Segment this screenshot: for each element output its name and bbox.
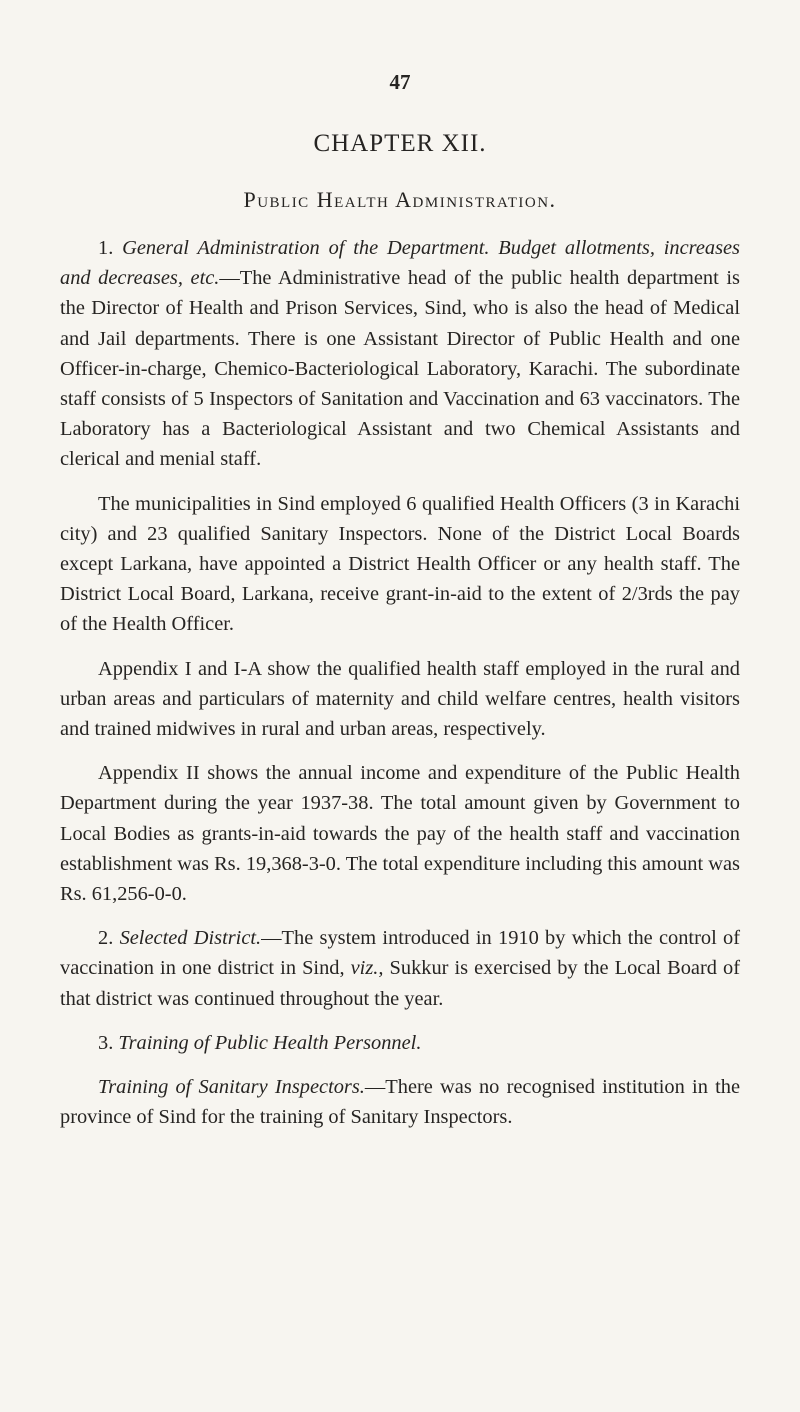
page-number: 47 xyxy=(389,70,411,94)
subsection-heading: Training of Sanitary Inspectors. xyxy=(98,1076,365,1099)
paragraph-4: Appendix II shows the annual income and expenditure of the Public Health Department during the year 1937-38. The total amount given by Government to Local Bodies as grants-in-aid towards the pay of the health staff and vaccination establishment was Rs. 19,368-3-0. The total expenditure including this amount was Rs. 61,256-0-0. xyxy=(60,762,740,906)
paragraph-5 xyxy=(60,923,740,1014)
paragraph-3: Appendix I and I-A show the qualified health staff employed in the rural and urban areas and particulars of maternity and child welfare centres, health visitors and trained midwives in rural and urban areas, respectively. xyxy=(60,657,740,741)
section-1-body: —The Administrative head of the public health department is the Director of Health and Prison Services, Sind, who is also the head of Medical and Jail departments. There is one Assistant Director of Public Health and one Officer-in-charge, Chemico-Bacteriological Laboratory, Karachi. The subordinate staff consists of 5 Inspectors of Sanitation and Vaccination and 63 vaccinators. The Laboratory has a Bacteriological Assistant and two Chemical Assistants and clerical and menial staff. xyxy=(60,267,740,471)
section-3-number: 3. xyxy=(98,1031,114,1054)
chapter-title: CHAPTER XII. xyxy=(313,130,487,157)
paragraph-7 xyxy=(60,1072,740,1132)
section-title: Public Health Administration. xyxy=(243,187,557,212)
section-2-viz: viz., xyxy=(350,957,384,980)
section-1-heading: General Administration of the Department. Budget allotments, increases and decreases, etc. xyxy=(60,237,740,290)
section-2-body-b: Sukkur is exercised by the Local Board of that district was continued throughout the year. xyxy=(60,957,740,1010)
section-1-number: 1. xyxy=(98,237,114,259)
section-2-heading: Selected District. xyxy=(119,927,262,950)
subsection-body: —There was no recognised institution in the province of Sind for the training of Sanitary Inspectors. xyxy=(60,1076,741,1129)
paragraph-1 xyxy=(60,233,740,475)
section-2-number: 2. xyxy=(98,927,114,950)
section-2-body-a: —The system introduced in 1910 by which the control of vaccination in one district in Sind, xyxy=(60,927,740,980)
document-body xyxy=(60,233,740,1146)
paragraph-2: The municipalities in Sind employed 6 qualified Health Officers (3 in Karachi city) and 23 qualified Sanitary Inspectors. None of the District Local Boards except Larkana, have appointed a District Health Officer or any health staff. The District Local Board, Larkana, receive grant-in-aid to the extent of 2/3rds the pay of the Health Officer. xyxy=(60,492,740,636)
paragraph-6 xyxy=(60,1028,740,1058)
section-3-heading: Training of Public Health Personnel. xyxy=(118,1031,422,1054)
